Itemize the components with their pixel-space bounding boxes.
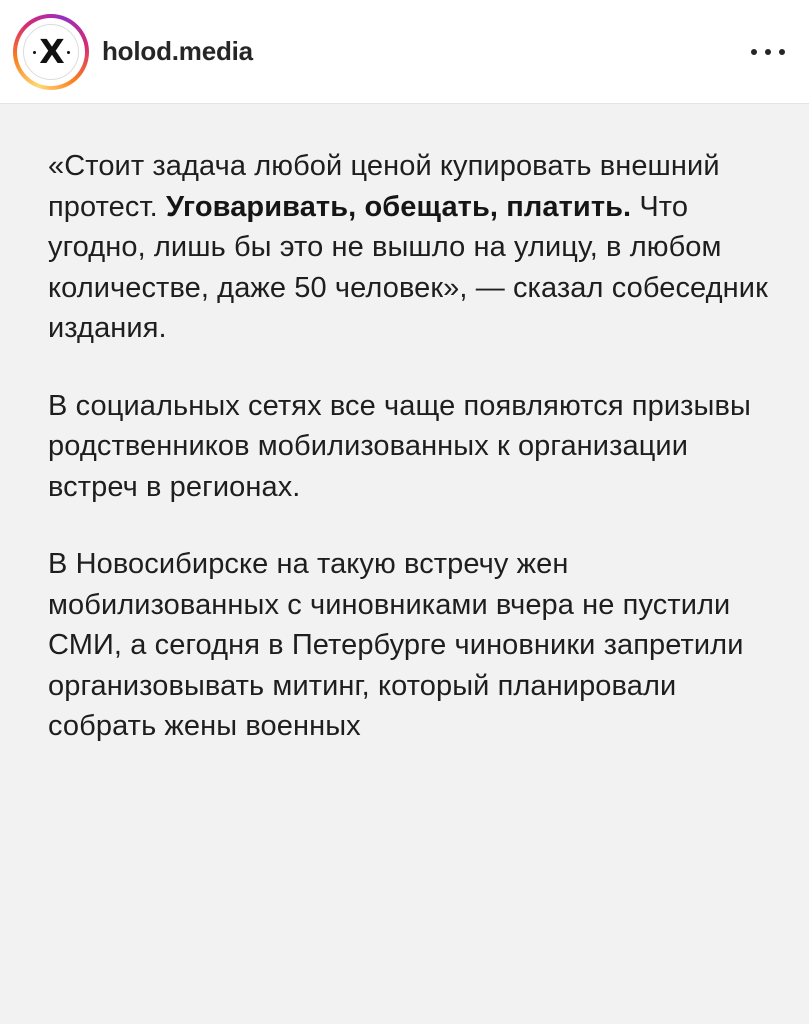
post-text bbox=[48, 146, 768, 784]
paragraph-quote bbox=[48, 146, 768, 349]
more-dot-2 bbox=[765, 49, 771, 55]
more-dot-3 bbox=[779, 49, 785, 55]
quote-text-end: Что угодно, лишь бы это не вышло на улицу, в любом количестве, даже 50 человек», — сказал собеседник издания. bbox=[48, 190, 768, 344]
paragraph-novosibirsk: В Новосибирске на такую встречу жен мобилизованных с чиновниками вчера не пустили СМИ, а сегодня в Петербурге чиновники запретили организовывать митинг, который планировали собрать жены военных bbox=[48, 548, 744, 742]
story-ring[interactable] bbox=[13, 14, 89, 90]
avatar[interactable] bbox=[23, 24, 79, 80]
avatar-logo-letter: X bbox=[39, 32, 65, 71]
more-dot-1 bbox=[751, 49, 757, 55]
quote-bold-text: Уговаривать, обещать, платить. bbox=[166, 190, 632, 223]
quote-text-start: «Стоит задача любой ценой купировать внешний протест. bbox=[48, 150, 720, 223]
avatar-dot-right bbox=[67, 51, 70, 54]
more-options-icon[interactable] bbox=[746, 40, 790, 64]
avatar-ring-gap bbox=[17, 18, 85, 86]
paragraph-social-media: В социальных сетях все чаще появляются призывы родственников мобилизованных к организации встреч в регионах. bbox=[48, 389, 751, 503]
post-header bbox=[0, 0, 809, 104]
username[interactable]: holod.media bbox=[102, 36, 253, 66]
